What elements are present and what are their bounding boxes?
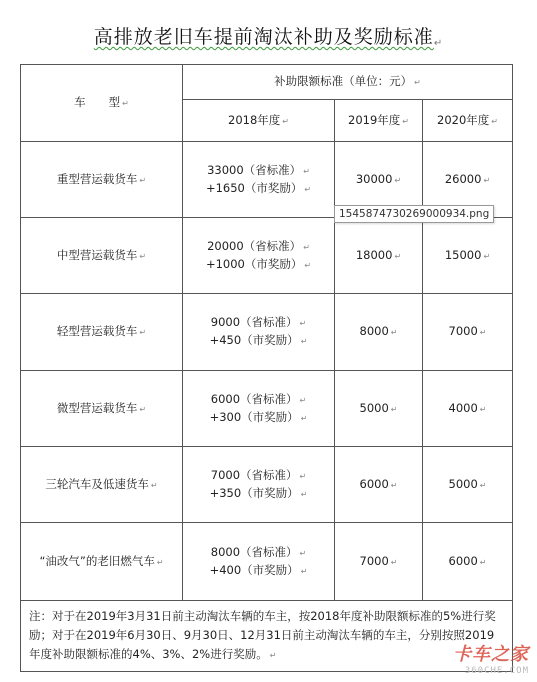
- subsidy-2019-cell: 8000 ↵: [335, 294, 423, 371]
- title-text: 高排放老旧车提前淘汰补助及奖励标准: [93, 26, 434, 48]
- watermark-main-text: 卡车之家: [453, 644, 529, 665]
- subsidy-2019-cell: 7000 ↵: [335, 523, 423, 601]
- subsidy-2018-cell: 20000（省标准） ↵ +1000（市奖励） ↵: [183, 218, 335, 294]
- subsidy-2020-cell: 6000 ↵: [423, 523, 513, 601]
- filename-tooltip: 1545874730269000934.png: [334, 205, 494, 223]
- header-year-2019: 2019年度 ↵: [335, 100, 423, 142]
- paragraph-mark: ↵: [433, 38, 444, 49]
- subsidy-table: [20, 64, 513, 672]
- header-vehicle-type: 车 型 ↵: [21, 65, 183, 142]
- header-year-2020: 2020年度 ↵: [423, 100, 513, 142]
- subsidy-2020-cell: 15000 ↵: [423, 218, 513, 294]
- subsidy-2020-cell: 7000 ↵: [423, 294, 513, 371]
- subsidy-2019-cell: 5000 ↵: [335, 371, 423, 447]
- vehicle-cell: 中型营运载货车 ↵: [21, 218, 183, 294]
- subsidy-2018-cell: 33000（省标准） ↵ +1650（市奖励） ↵: [183, 142, 335, 218]
- watermark-sub-text: 360CHE.COM: [464, 666, 529, 676]
- vehicle-cell: “油改气”的老旧燃气车 ↵: [21, 523, 183, 601]
- table-row: [21, 218, 513, 294]
- table-row: [21, 294, 513, 371]
- table-row: [21, 523, 513, 601]
- table-row: [21, 371, 513, 447]
- note-text: 注：对于在2019年3月31日前主动淘汰车辆的车主，按2018年度补助限额标准的5%进行奖励；对于在2019年6月30日、9月30日、12月31日前主动淘汰车辆的车主，分别按照2019年度补助限额标准的4%、3%、2%进行奖励。 ↵: [21, 601, 513, 672]
- table-row: [21, 447, 513, 523]
- note-row: [21, 601, 513, 672]
- vehicle-cell: 轻型营运载货车 ↵: [21, 294, 183, 371]
- subsidy-2020-cell: 4000 ↵: [423, 371, 513, 447]
- subsidy-2020-cell: 26000 ↵: [423, 142, 513, 218]
- subsidy-2018-cell: 8000（省标准） ↵ +400（市奖励） ↵: [183, 523, 335, 601]
- header-year-2018: 2018年度 ↵: [183, 100, 335, 142]
- subsidy-2020-cell: 5000 ↵: [423, 447, 513, 523]
- vehicle-cell: 微型营运载货车 ↵: [21, 371, 183, 447]
- vehicle-cell: 重型营运载货车 ↵: [21, 142, 183, 218]
- document-title: [0, 22, 537, 49]
- subsidy-2019-cell: 18000 ↵: [335, 218, 423, 294]
- header-row-1: [21, 65, 513, 100]
- watermark-logo: [453, 640, 529, 676]
- subsidy-2018-cell: 9000（省标准） ↵ +450（市奖励） ↵: [183, 294, 335, 371]
- subsidy-2019-cell: 6000 ↵: [335, 447, 423, 523]
- vehicle-cell: 三轮汽车及低速货车 ↵: [21, 447, 183, 523]
- subsidy-2019-cell: 30000 ↵: [335, 142, 423, 218]
- header-subsidy-standard: 补助限额标准（单位：元） ↵: [183, 65, 513, 100]
- subsidy-2018-cell: 6000（省标准） ↵ +300（市奖励） ↵: [183, 371, 335, 447]
- subsidy-2018-cell: 7000（省标准） ↵ +350（市奖励） ↵: [183, 447, 335, 523]
